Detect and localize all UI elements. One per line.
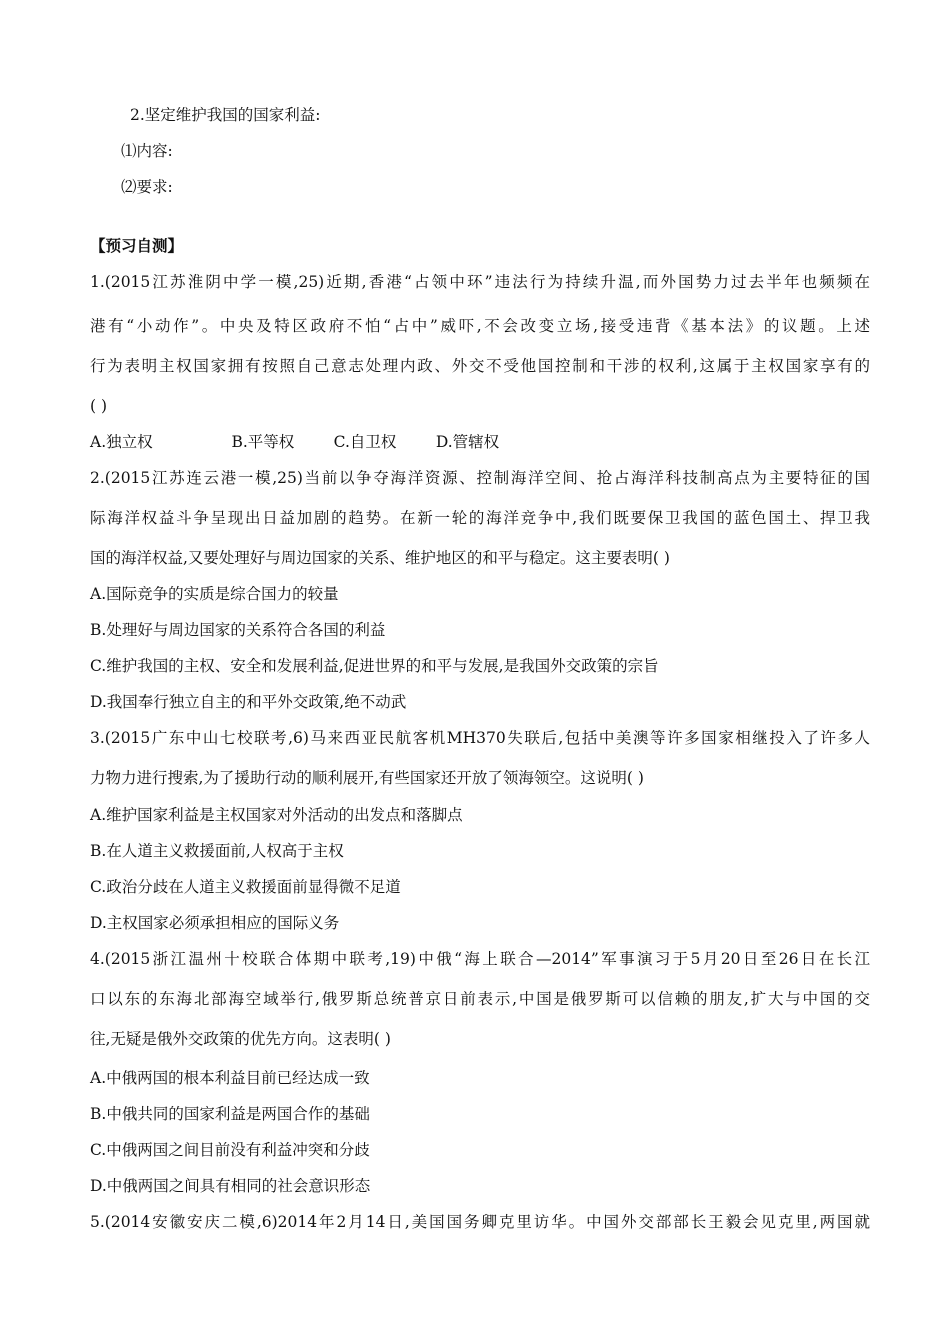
question-2-line-1: 2.(2015江苏连云港一模,25)当前以争夺海洋资源、控制海洋空间、抢占海洋科技制高点为主要特征的国 (90, 469, 870, 487)
question-3-option-c: C.政治分歧在人道主义救援面前显得微不足道 (90, 878, 401, 896)
question-2-line-2: 际海洋权益斗争呈现出日益加剧的趋势。在新一轮的海洋竞争中,我们既要保卫我国的蓝色国土、捍卫我 (90, 509, 870, 527)
question-4-option-b: B.中俄共同的国家利益是两国合作的基础 (90, 1105, 370, 1123)
question-2-option-b: B.处理好与周边国家的关系符合各国的利益 (90, 621, 386, 639)
question-2-line-3: 国的海洋权益,又要处理好与周边国家的关系、维护地区的和平与稳定。这主要表明( ) (90, 549, 670, 567)
question-5-line-1: 5.(2014安徽安庆二模,6)2014年2月14日,美国国务卿克里访华。中国外交部部长王毅会见克里,两国就 (90, 1213, 870, 1231)
question-4-option-c: C.中俄两国之间目前没有利益冲突和分歧 (90, 1141, 370, 1159)
question-2-option-c: C.维护我国的主权、安全和发展利益,促进世界的和平与发展,是我国外交政策的宗旨 (90, 657, 659, 675)
question-1-line-2: 港有“小动作”。中央及特区政府不怕“占中”威吓,不会改变立场,接受违背《基本法》的议题。上述 (90, 317, 870, 335)
question-2-option-d: D.我国奉行独立自主的和平外交政策,绝不动武 (90, 693, 407, 711)
question-4-line-3: 往,无疑是俄外交政策的优先方向。这表明( ) (90, 1030, 391, 1048)
question-4-option-a: A.中俄两国的根本利益目前已经达成一致 (90, 1069, 370, 1087)
question-1-options: A.独立权 B.平等权 C.自卫权 D.管辖权 (90, 433, 500, 451)
question-3-line-1: 3.(2015广东中山七校联考,6)马来西亚民航客机MH370失联后,包括中美澳等许多国家相继投入了许多人 (90, 729, 870, 747)
question-2-option-a: A.国际竞争的实质是综合国力的较量 (90, 585, 339, 603)
question-4-line-2: 口以东的东海北部海空域举行,俄罗斯总统普京日前表示,中国是俄罗斯可以信赖的朋友,扩大与中国的交 (90, 990, 870, 1008)
point-2-requirement-label: ⑵要求: (121, 178, 173, 196)
question-3-option-a: A.维护国家利益是主权国家对外活动的出发点和落脚点 (90, 806, 463, 824)
question-4-line-1: 4.(2015浙江温州十校联合体期中联考,19)中俄“海上联合—2014”军事演习于5月20日至26日在长江 (90, 950, 870, 968)
question-4-option-d: D.中俄两国之间具有相同的社会意识形态 (90, 1177, 371, 1195)
question-3-option-b: B.在人道主义救援面前,人权高于主权 (90, 842, 344, 860)
question-3-option-d: D.主权国家必须承担相应的国际义务 (90, 914, 340, 932)
question-3-line-2: 力物力进行搜索,为了援助行动的顺利展开,有些国家还开放了领海领空。这说明( ) (90, 769, 644, 787)
point-2-content-label: ⑴内容: (121, 142, 173, 160)
question-1-line-1: 1.(2015江苏淮阴中学一模,25)近期,香港“占领中环”违法行为持续升温,而外国势力过去半年也频频在 (90, 273, 870, 291)
point-2-title: 2.坚定维护我国的国家利益: (130, 106, 321, 124)
question-1-line-3: 行为表明主权国家拥有按照自己意志处理内政、外交不受他国控制和干涉的权利,这属于主权国家享有的 (90, 357, 870, 375)
question-1-line-4: ( ) (90, 397, 108, 415)
preview-self-test-heading: 【预习自测】 (90, 237, 184, 255)
